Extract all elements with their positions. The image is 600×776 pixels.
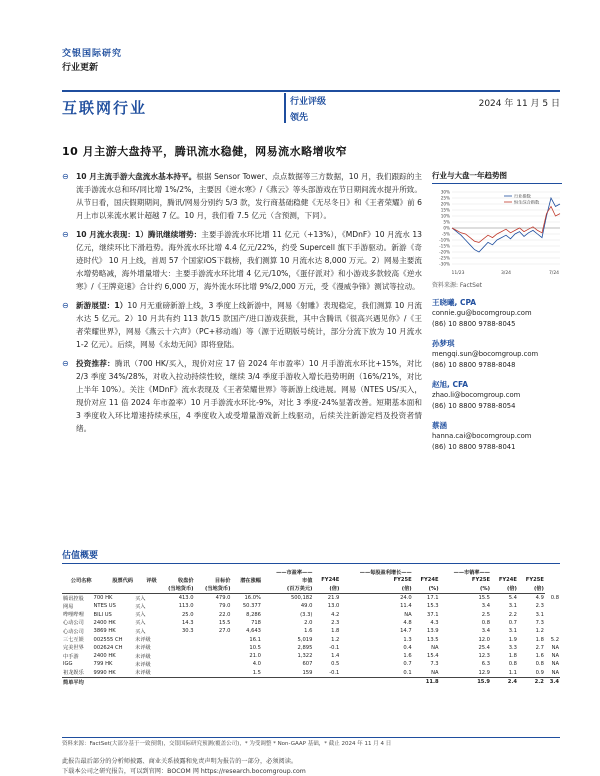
- table-cell: 1.2: [535, 628, 544, 635]
- table-cell: 15.4: [427, 653, 439, 660]
- table-cell: FY25E: [393, 577, 412, 584]
- table-cell: 3869 HK: [93, 628, 116, 635]
- table-cell: [231, 568, 262, 576]
- chart-y-tick: -25%: [439, 255, 450, 261]
- table-cell: 0.9: [535, 669, 544, 676]
- table-cell: 买入: [135, 620, 146, 627]
- table-cell: 简单平均: [62, 677, 93, 686]
- table-cell: ——市销率——: [453, 569, 490, 576]
- table-cell: 0.8: [508, 661, 517, 668]
- table-cell: 4.2: [331, 611, 340, 618]
- table-cell: 祖龙娱乐: [63, 670, 84, 677]
- chart-legend-label: 恒生综合指数: [514, 199, 540, 205]
- table-cell: 16.0%: [244, 595, 261, 602]
- table-cell: 113.0: [178, 603, 194, 610]
- table-source: 资料来源：FactSet(大部分基于一致预期)，交银国际研究预测(覆盖公司)，* 为受调整 * Non-GAAP 基础，* 截止 2024 年 11 月 4 日: [62, 737, 560, 748]
- table-cell: 3.1: [508, 603, 517, 610]
- trend-chart-svg: [432, 188, 562, 278]
- table-cell: 002555 CH: [93, 636, 123, 643]
- table-cell: 三七互娱: [63, 637, 84, 644]
- table-cell: 1.8: [535, 636, 544, 643]
- rating-divider: [284, 93, 286, 123]
- bullet-text: 主要手游流水环比增 11 亿元（+13%），《MDnF》10 月流水 13 亿元，继续环比下滑趋势。海外流水环比增 4.4 亿元/22%，约受 Supercell 旗下手游驱动。新游《奇迹时代》 10 月上线，首周 57 个国家iOS下载榜，我们测算 10 月流水达 8,000 万元。2）网易主要流水增势略减，海外增量增大：主要手游流水环比增 4 亿元/10%，《蛋仔派对》和小游戏多款较高《逆水寒》/《王牌竞速》合计约 6,000 万，海外流水环比增 9%/2,000 万元，受《漫威争锋》测试等拉动。: [76, 230, 422, 291]
- report-series: 行业更新: [62, 63, 99, 73]
- table-cell: (倍): [518, 585, 545, 594]
- bullet-lead: 10 月流水表现：1）腾讯继续增势：: [76, 230, 202, 239]
- table-cell: [195, 669, 232, 678]
- table-cell: 评级: [146, 577, 157, 584]
- table-cell: (3.3): [300, 611, 313, 618]
- table-cell: 50.377: [242, 603, 261, 610]
- analyst-phone: (86) 10 8800 9788-8054: [432, 402, 516, 410]
- chart-y-tick: -15%: [439, 243, 450, 249]
- table-cell: 1.8: [331, 628, 340, 635]
- table-cell: 0.8: [481, 619, 490, 626]
- table-cell: 买入: [135, 628, 146, 635]
- table-cell: [195, 652, 232, 660]
- bullet-item: [62, 299, 422, 351]
- bullet-item: [62, 228, 422, 293]
- analyst-card: [432, 379, 562, 412]
- table-cell: 5.4: [508, 595, 517, 602]
- table-cell: [195, 677, 232, 686]
- table-cell: 哔哩哔哩: [63, 612, 84, 619]
- table-row: [62, 660, 560, 668]
- table-cell: NA: [551, 669, 559, 676]
- analyst-phone: (86) 10 8800 9788-8045: [432, 320, 516, 328]
- table-cell: 心动公司: [63, 628, 84, 635]
- title-bar: [62, 90, 560, 123]
- brand-logo: 交银国际研究: [62, 49, 123, 59]
- table-cell: 2400 HK: [93, 619, 116, 626]
- table-cell: 12.9: [478, 669, 490, 676]
- table-cell: 2.3: [331, 619, 340, 626]
- table-cell: 买入: [135, 595, 146, 602]
- trend-chart: [432, 188, 562, 278]
- table-cell: 1.3: [403, 636, 412, 643]
- table-cell: 607: [302, 661, 313, 668]
- headline: 10 月主游大盘持平，腾讯流水稳健，网易流水略增收窄: [62, 145, 348, 158]
- chart-y-tick: 10%: [440, 213, 450, 219]
- table-cell: FY24E: [498, 577, 517, 584]
- table-cell: NA: [551, 661, 559, 668]
- table-cell: [491, 568, 518, 576]
- table-cell: 2.0: [304, 619, 313, 626]
- table-cell: [62, 568, 93, 576]
- table-cell: [313, 677, 340, 686]
- chart-y-tick: 20%: [440, 201, 450, 207]
- analyst-name: 蔡涵: [432, 421, 447, 430]
- table-row: [62, 635, 560, 643]
- table-cell: 413.0: [178, 595, 194, 602]
- table-cell: 0.5: [331, 661, 340, 668]
- table-cell: 13.9: [427, 628, 439, 635]
- table-average-row: [62, 677, 560, 686]
- table-cell: ——每股盈利增长——: [359, 569, 412, 576]
- table-cell: 公司名称: [70, 577, 92, 584]
- table-cell: [231, 677, 262, 686]
- table-row: [62, 669, 560, 678]
- table-cell: 股票代码: [112, 577, 134, 584]
- chart-y-tick: 25%: [440, 195, 450, 201]
- chart-y-tick: 5%: [443, 219, 450, 225]
- bullet-text: 根据 Sensor Tower、点点数据等三方数据，10 月，我们跟踪的主流手游流水总和环/同比增 1%/2%，主要因《逆水寒》/《燕云》等头部游戏在节日期间流水提升所致。从节日看，国庆假期期间，腾讯/网易分别约 5/3 款，发行商基础稳健《无尽冬日》和《王者荣耀》前 6 月上市以来流水累计超越 7 亿。10 月，我们看 7.5 亿元（含预测，下同）。: [76, 172, 422, 220]
- bullet-lead: 新游展望：1）: [76, 301, 128, 310]
- bullet-text: 腾讯（700 HK/买入，现价对应 17 倍 2024 年市盈率）10 月手游流水环比+15%，对比 2/3 季度 34%/28%，对收入拉动持续性较，继续 3/4 季度手游收入增长趋势明朗（16%/21%，对比上半年 10%）。关注《MDnF》流水表现及《王者荣耀世界》等新游上线进展。网易（NTES US/买入，现价对应 11 倍 2024 年市盈率）10 月手游流水环比-9%，对比 3 季度-24%显著改善。短期基本面和 3 季度收入环比增速持续承压，4 季度收入或受增量游戏新上线驱动，后续关注新游定档及投资者情绪。: [76, 359, 422, 433]
- table-cell: [93, 568, 135, 576]
- table-row: [62, 644, 560, 652]
- table-cell: 15.5: [218, 619, 231, 626]
- analyst-email[interactable]: zhao.li@bocomgroup.com: [432, 391, 521, 399]
- table-cell: 1,322: [297, 653, 313, 660]
- table-cell: 700 HK: [93, 595, 113, 602]
- table-cell: 14.7: [400, 628, 412, 635]
- table-cell: 中手游: [63, 653, 79, 660]
- table-cell: 4,643: [246, 628, 261, 635]
- table-cell: [158, 635, 195, 643]
- analyst-name: 王晓曦, CPA: [432, 298, 477, 307]
- analyst-email[interactable]: connie.gu@bocomgroup.com: [432, 309, 532, 317]
- table-cell: 3.4: [481, 628, 490, 635]
- table-cell: [93, 677, 135, 686]
- table-row: [62, 602, 560, 610]
- table-cell: 0.8: [550, 594, 559, 601]
- table-cell: 30.3: [182, 628, 194, 635]
- table-cell: 市值: [302, 577, 313, 584]
- website-line[interactable]: 下载本公司之研究报告，可以到官网：BOCOM 网 https://research.bocomgroup.com: [62, 768, 306, 775]
- chart-x-tick: 11/23: [451, 271, 465, 276]
- table-cell: 5.2: [550, 636, 559, 643]
- table-cell: (倍): [313, 585, 340, 594]
- analyst-card: [432, 297, 562, 330]
- bullet-item: [62, 170, 422, 222]
- table-cell: 2.2: [508, 611, 517, 618]
- analyst-phone: (86) 10 8800 9788-8041: [432, 443, 516, 451]
- table-cell: [262, 677, 313, 686]
- table-cell: 0.7: [508, 619, 517, 626]
- chart-y-tick: -5%: [441, 231, 450, 237]
- table-cell: FY24E: [420, 577, 439, 584]
- table-cell: 11.4: [400, 603, 412, 610]
- bullet-text: 10 月无重磅新游上线，3 季度上线新游中，网易《射雕》表现稳定，我们测算 10 月流水达 5 亿元。2）10 月共有约 113 款/15 款国产/进口游戏获批，其中含腾讯《很高兴遇见你》/《王者荣耀世界》，网易《燕云十六声》（PC+移动端）等（源于近期版号统计，部分分流下放为 10 月流水 1-2 亿元）。后续，网易《永劫无间》即将登陆。: [76, 301, 422, 349]
- table-cell: [195, 660, 232, 668]
- table-cell: 17.1: [427, 595, 439, 602]
- table-cell: (倍): [491, 585, 518, 594]
- sector-name: 互联网行业: [62, 99, 148, 117]
- table-cell: 13.5: [427, 636, 439, 643]
- analyst-card: [432, 420, 562, 453]
- report-date: 2024 年 11 月 5 日: [478, 99, 560, 109]
- table-cell: [134, 585, 158, 594]
- table-cell: 收盘价: [177, 577, 194, 584]
- table-cell: 15.9: [440, 677, 491, 686]
- table-cell: 15.3: [427, 603, 439, 610]
- table-cell: 10.5: [249, 644, 261, 651]
- table-cell: 21.0: [249, 653, 261, 660]
- table-cell: IGG: [63, 661, 73, 668]
- table-cell: 3.1: [535, 611, 544, 618]
- table-cell: 腾讯控股: [63, 595, 84, 602]
- table-cell: 完美世界: [63, 645, 84, 652]
- table-cell: 买入: [135, 612, 146, 619]
- table-cell: 5,019: [297, 636, 313, 643]
- table-cell: 2.2: [518, 677, 545, 686]
- table-cell: 未评级: [135, 645, 151, 652]
- table-cell: 24.0: [400, 595, 412, 602]
- table-cell: 718: [251, 619, 261, 626]
- bullet-icon: ⊖: [62, 172, 69, 181]
- chart-y-tick: 15%: [440, 207, 450, 213]
- table-cell: 1.4: [331, 653, 340, 660]
- chart-x-tick: 3/24: [500, 271, 512, 276]
- table-cell: 12.0: [478, 636, 490, 643]
- table-cell: [195, 644, 232, 652]
- table-cell: 2,895: [297, 644, 313, 651]
- chart-series-line: [452, 206, 560, 242]
- chart-x-tick: 7/24: [548, 271, 560, 276]
- table-cell: [195, 568, 232, 576]
- table-cell: 1.9: [508, 636, 517, 643]
- table-cell: [158, 669, 195, 678]
- disclaimer-line: 此报告最后部分的分析师披露、商业关系披露和免责声明为报告的一部分，必须阅读。: [62, 758, 298, 765]
- table-cell: 159: [302, 669, 313, 676]
- table-row: [62, 652, 560, 660]
- table-cell: 1.6: [535, 653, 544, 660]
- table-cell: 13.0: [327, 603, 340, 610]
- table-cell: [134, 568, 158, 576]
- table-cell: 未评级: [135, 661, 151, 668]
- table-header-row: [62, 568, 560, 576]
- table-cell: 2.7: [535, 644, 544, 651]
- table-cell: 9990 HK: [93, 669, 116, 676]
- table-cell: 1.6: [403, 653, 412, 660]
- table-cell: [158, 660, 195, 668]
- table-cell: 27.0: [218, 628, 231, 635]
- table-cell: 6.3: [481, 661, 490, 668]
- table-cell: [158, 652, 195, 660]
- table-cell: NA: [404, 611, 412, 618]
- table-cell: 22.0: [218, 611, 231, 618]
- table-header-row: [62, 576, 560, 584]
- table-cell: 0.4: [403, 644, 412, 651]
- bullet-icon: ⊖: [62, 301, 69, 310]
- table-cell: 4.8: [403, 619, 412, 626]
- table-cell: 11.8: [413, 677, 440, 686]
- table-title: 估值概要: [62, 548, 560, 564]
- table-cell: 2.4: [491, 677, 518, 686]
- analyst-list: [432, 297, 562, 453]
- table-cell: 买入: [135, 603, 146, 610]
- bullet-lead: 投资推荐：: [76, 359, 115, 368]
- analyst-name: 赵旭, CFA: [432, 380, 469, 389]
- table-cell: 37.1: [427, 611, 439, 618]
- chart-legend-label: 行业指数: [514, 193, 531, 199]
- chart-title: 行业与大盘一年趋势图: [432, 170, 562, 184]
- table-cell: 心动公司: [63, 620, 84, 627]
- table-cell: 002624 CH: [93, 644, 123, 651]
- chart-y-tick: -30%: [439, 261, 450, 267]
- table-cell: [340, 677, 412, 686]
- table-cell: 79.0: [218, 603, 231, 610]
- chart-y-tick: -20%: [439, 249, 450, 255]
- bullet-lead: 10 月主流手游大盘流水基本持平。: [76, 172, 197, 181]
- table-row: [62, 627, 560, 635]
- chart-y-tick: 30%: [440, 189, 450, 195]
- analyst-email[interactable]: hanna.cai@bocomgroup.com: [432, 432, 532, 440]
- table-cell: 4.3: [430, 619, 439, 626]
- bullet-icon: ⊖: [62, 359, 69, 368]
- table-cell: 目标价: [214, 577, 231, 584]
- table-cell: 12.3: [478, 653, 490, 660]
- table-cell: 网易: [63, 603, 74, 610]
- table-cell: (倍): [340, 585, 412, 594]
- analyst-name: 孙梦琪: [432, 339, 455, 348]
- analyst-email[interactable]: mengqi.sun@bocomgroup.com: [432, 350, 539, 358]
- industry-rating: [290, 94, 326, 126]
- table-cell: -0.1: [329, 669, 340, 676]
- table-cell: 潜在涨幅: [240, 577, 261, 584]
- table-cell: (%): [440, 585, 491, 594]
- table-cell: 0.7: [403, 661, 412, 668]
- table-cell: NA: [551, 653, 559, 660]
- table-cell: FY25E: [471, 577, 490, 584]
- table-cell: 7.3: [430, 661, 439, 668]
- table-cell: 2.3: [535, 603, 544, 610]
- table-cell: 未评级: [135, 637, 151, 644]
- table-cell: [195, 635, 232, 643]
- table-cell: NA: [431, 644, 439, 651]
- table-cell: 3.3: [508, 644, 517, 651]
- table-cell: (百万美元): [262, 585, 313, 594]
- bullet-item: [62, 357, 422, 435]
- table-cell: 2.5: [481, 611, 490, 618]
- table-cell: [158, 644, 195, 652]
- table-cell: 14.3: [182, 619, 194, 626]
- table-cell: 7.3: [535, 619, 544, 626]
- table-cell: [158, 568, 195, 576]
- table-cell: FY25E: [525, 577, 544, 584]
- table-cell: [313, 568, 340, 576]
- analyst-phone: (86) 10 8800 9788-8048: [432, 361, 516, 369]
- table-cell: [231, 585, 262, 594]
- table-cell: 1.2: [331, 636, 340, 643]
- table-cell: 25.0: [182, 611, 194, 618]
- table-cell: 4.9: [535, 595, 544, 602]
- table-cell: 1.8: [508, 653, 517, 660]
- rating-label: 行业评级: [290, 97, 327, 107]
- bullet-icon: ⊖: [62, 230, 69, 239]
- table-cell: [62, 585, 93, 594]
- table-cell: NA: [431, 669, 439, 676]
- table-cell: 1.1: [508, 669, 517, 676]
- table-cell: 1.6: [304, 628, 313, 635]
- table-cell: 4.0: [252, 661, 261, 668]
- analyst-card: [432, 338, 562, 371]
- table-cell: [518, 568, 545, 576]
- table-cell: [158, 677, 195, 686]
- table-cell: NA: [551, 644, 559, 651]
- table-cell: (当地货币): [195, 585, 232, 594]
- table-cell: ——市盈率——: [276, 569, 313, 576]
- table-row: [62, 610, 560, 618]
- table-cell: 2400 HK: [93, 653, 116, 660]
- table-cell: (当地货币): [158, 585, 195, 594]
- table-cell: 0.8: [535, 661, 544, 668]
- table-cell: 3.4: [545, 677, 560, 686]
- table-cell: FY24E: [321, 577, 340, 584]
- table-cell: 479.0: [215, 595, 231, 602]
- table-cell: 1.5: [252, 669, 261, 676]
- table-cell: 799 HK: [93, 661, 113, 668]
- valuation-table: [62, 568, 560, 686]
- table-cell: NTES US: [93, 603, 116, 610]
- table-row: [62, 619, 560, 627]
- table-cell: (%): [413, 585, 440, 594]
- chart-source: 资料来源: FactSet: [432, 282, 483, 289]
- table-cell: 3.4: [481, 603, 490, 610]
- table-cell: 25.4: [478, 644, 490, 651]
- table-cell: -0.1: [329, 644, 340, 651]
- table-cell: [93, 585, 135, 594]
- rating-value: 领先: [290, 113, 309, 123]
- table-cell: 49.0: [300, 603, 313, 610]
- table-cell: [134, 677, 158, 686]
- table-header-row: [62, 585, 560, 594]
- bullet-list: [62, 170, 422, 441]
- table-cell: [413, 568, 440, 576]
- table-cell: 3.1: [508, 628, 517, 635]
- table-cell: 未评级: [135, 670, 151, 677]
- table-cell: 未评级: [135, 653, 151, 660]
- chart-y-tick: -10%: [439, 237, 450, 243]
- table-row: [62, 593, 560, 602]
- table-cell: 16.1: [249, 636, 261, 643]
- table-cell: 21.9: [327, 595, 340, 602]
- table-cell: BILI US: [93, 611, 112, 618]
- table-cell: 0.1: [403, 669, 412, 676]
- table-cell: 500,182: [290, 595, 313, 602]
- chart-y-tick: 0%: [443, 225, 450, 231]
- title-bar-rule: [62, 90, 560, 92]
- table-cell: 15.5: [478, 595, 490, 602]
- table-cell: 8,286: [246, 611, 261, 618]
- sidebar: [432, 170, 562, 453]
